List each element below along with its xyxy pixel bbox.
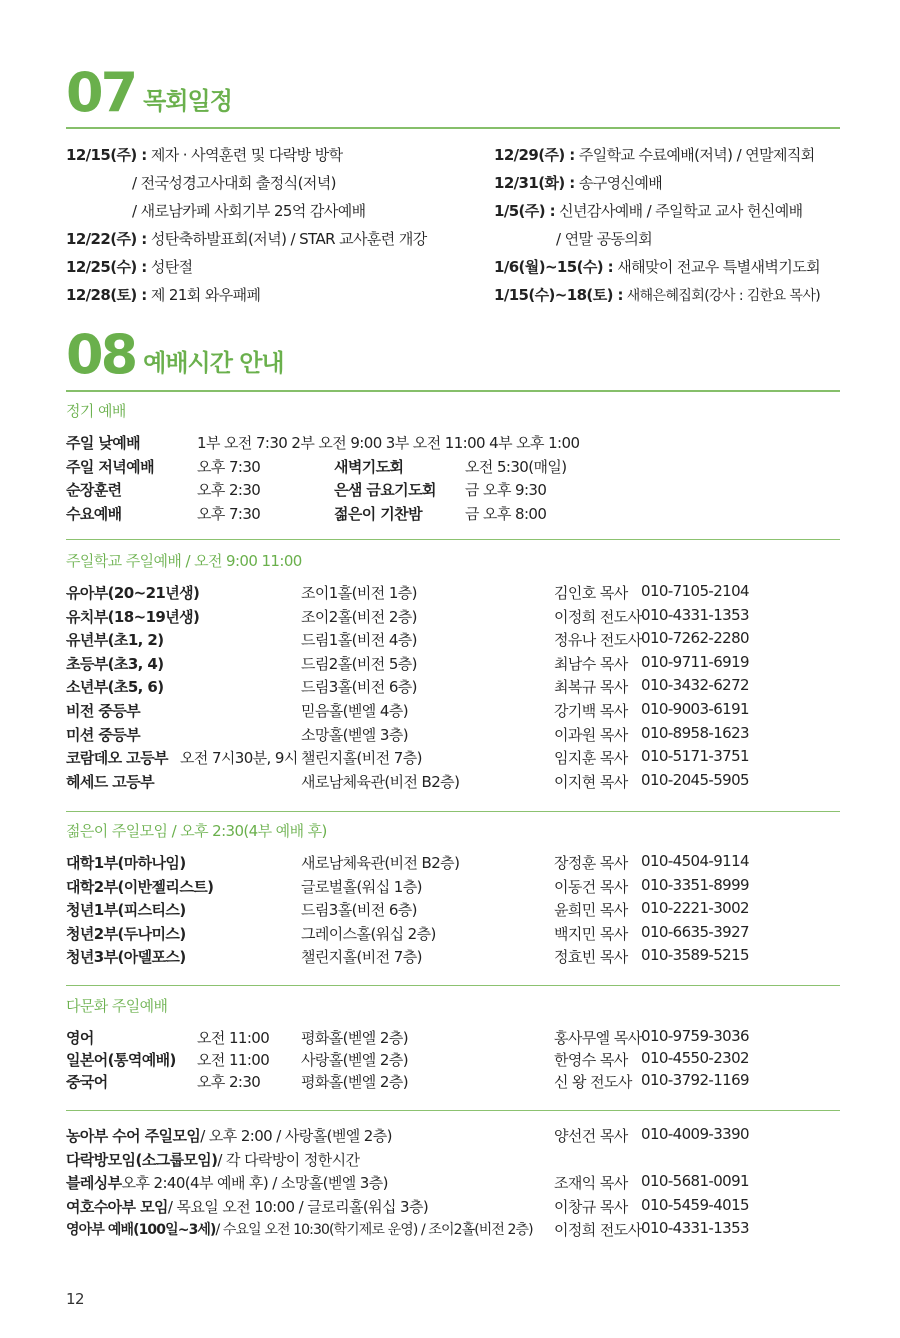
dept: 초등부(초3, 4) [66,654,164,673]
schedule-text: 송구영신예배 [574,174,663,192]
schedule-date: 12/22(주) : [66,230,147,248]
schedule-left [66,141,427,309]
phone: 010-4331-1353 [641,1219,750,1238]
worship-time: 오전 7시30분, 9시 [180,749,298,768]
phone: 010-3792-1169 [641,1071,750,1089]
phone: 010-6635-3927 [641,922,750,941]
table-row [66,1071,840,1093]
subsection-title: 젊은이 주일모임 [66,822,168,840]
place: 조이2홀(비전 2층) [301,607,417,626]
schedule-text: 제자 · 사역훈련 및 다락방 방학 [146,146,343,164]
pastor: 이창규 목사 [554,1197,628,1216]
worship-name: 주일 저녁예배 [66,457,154,476]
pastor: 이동건 목사 [554,877,628,896]
schedule-text: 성탄절 [146,258,193,276]
pastor: 장정훈 목사 [554,854,628,872]
worship-name: 새벽기도회 [334,457,404,476]
worship-time: 오전 5:30(매일) [465,457,567,476]
phone: 010-4009-3390 [641,1125,750,1143]
place: 소망홀(벧엘 3층) [301,725,408,744]
other-meetings-table [66,1125,840,1243]
meeting-info [66,1149,360,1170]
schedule-item [66,281,427,309]
meeting-info [66,1219,533,1239]
schedule-text: / 전국성경고사대회 출정식(저녁) [132,174,336,192]
place: 믿음홀(벧엘 4층) [301,701,408,720]
schedule-text: / 새로남카페 사회기부 25억 감사예배 [132,202,366,220]
schedule-item [66,225,427,253]
table-row [66,479,840,503]
schedule-item [494,169,820,197]
place: 평화홀(벧엘 2층) [301,1029,408,1047]
meeting-name: 농아부 수어 주일모임 [66,1127,201,1145]
schedule-date: 1/15(수)~18(토) : [494,286,623,304]
meeting-name: 여호수아부 모임 [66,1197,168,1216]
table-row [66,700,840,724]
pastor: 한영수 목사 [554,1051,628,1069]
dept: 청년1부(피스티스) [66,901,186,920]
worship-time: 금 오후 8:00 [465,504,547,523]
phone: 010-4504-9114 [641,852,750,870]
schedule-date: 12/15(주) : [66,146,147,164]
meeting-info [66,1196,429,1217]
table-row [66,724,840,748]
table-row [66,1219,840,1243]
phone: 010-3432-6272 [641,676,750,695]
meeting-name: 영아부 예배(100일~3세) [66,1222,216,1239]
place: 드림3홀(비전 6층) [301,678,417,697]
pastor: 백지민 목사 [554,924,628,943]
meeting-detail: / 오후 2:00 / 사랑홀(벧엘 2층) [200,1127,392,1145]
place: 챌린지홀(비전 7층) [301,749,422,768]
schedule-date: 1/5(주) : [494,202,555,220]
divider [66,811,840,812]
pastor: 이과원 목사 [554,725,628,744]
schedule-text: 제 21회 와우패페 [146,286,261,304]
meeting-detail: / 목요일 오전 10:00 / 글로리홀(워십 3층) [167,1197,429,1216]
section-number: 07 [66,61,136,124]
schedule-item [494,225,820,253]
table-row [66,946,840,970]
schedule-text: 신년감사예배 / 주일학교 교사 헌신예배 [554,202,803,220]
schedule-item [494,281,820,310]
table-row [66,899,840,923]
phone: 010-5171-3751 [641,747,750,766]
divider [66,390,840,392]
dept: 유아부(20~21년생) [66,584,200,602]
table-row [66,876,840,900]
pastor: 이정희 전도사 [554,607,642,626]
section-08-header [66,323,284,386]
dept: 유년부(초1, 2) [66,631,164,650]
worship-time: 오전 11:00 [197,1051,270,1069]
phone: 010-5681-0091 [641,1172,750,1191]
phone: 010-3589-5215 [641,946,750,965]
subsection-title: 주일학교 주일예배 [66,552,182,570]
meeting-detail: / 수요일 오전 10:30(학기제로 운영) / 조이2홀(비전 2층) [215,1222,533,1239]
phone: 010-5459-4015 [641,1195,750,1214]
sunday-school-title [66,550,302,571]
youth-title [66,820,327,841]
dept: 청년3부(아델포스) [66,948,186,967]
schedule-date: 12/25(수) : [66,258,147,276]
pastor: 양선건 목사 [554,1127,628,1145]
schedule-text: 새해맞이 전교우 특별새벽기도회 [613,258,820,276]
table-row [66,582,840,606]
worship-time: 1부 오전 7:30 2부 오전 9:00 3부 오전 11:00 4부 오후 1:00 [197,434,580,452]
schedule-right [494,141,820,310]
meeting-name: 다락방모임(소그룹모임) [66,1150,218,1169]
schedule-item [494,141,820,169]
place: 사랑홀(벧엘 2층) [301,1051,408,1069]
worship-time: 오후 2:30 [197,481,261,500]
schedule-text: 주일학교 수료예배(저녁) / 연말제직회 [574,146,815,164]
table-row [66,629,840,653]
divider [66,539,840,540]
table-row [66,852,840,876]
table-row [66,606,840,630]
worship-name: 주일 낮예배 [66,434,141,452]
dept: 영어 [66,1029,94,1047]
schedule-date: 12/28(토) : [66,286,147,304]
worship-name: 수요예배 [66,504,122,523]
dept: 대학2부(이반젤리스트) [66,877,214,896]
schedule-date: 1/6(월)~15(수) : [494,258,614,276]
table-row [66,1027,840,1049]
divider [66,985,840,986]
section-title: 예배시간 안내 [143,349,284,377]
dept: 코람데오 고등부 [66,749,168,768]
dept: 대학1부(마하나임) [66,854,186,872]
worship-name: 은샘 금요기도회 [334,481,436,500]
worship-time: 오후 2:30 [197,1073,261,1091]
table-row [66,456,840,480]
schedule-date: 12/29(주) : [494,146,575,164]
table-row [66,1149,840,1173]
phone: 010-7262-2280 [641,629,750,648]
place: 그레이스홀(워십 2층) [301,924,436,943]
divider [66,127,840,129]
schedule-item [66,253,427,281]
pastor: 정효빈 목사 [554,948,628,967]
multicultural-table [66,1027,840,1093]
table-row [66,771,840,795]
dept: 헤세드 고등부 [66,772,154,791]
sunday-school-table [66,582,840,794]
phone: 010-2045-5905 [641,770,750,789]
place: 새로남체육관(비전 B2층) [301,854,460,872]
pastor: 신 왕 전도사 [554,1073,632,1091]
phone: 010-9003-6191 [641,699,750,718]
phone: 010-4550-2302 [641,1049,750,1067]
schedule-item [494,197,820,225]
worship-time: 오후 7:30 [197,457,261,476]
meeting-detail: / 각 다락방이 정한시간 [217,1150,360,1169]
dept: 일본어(통역예배) [66,1051,176,1069]
place: 드림3홀(비전 6층) [301,901,417,920]
worship-time: 오전 11:00 [197,1029,270,1047]
table-row [66,1049,840,1071]
pastor: 최복규 목사 [554,678,628,697]
dept: 미션 중등부 [66,725,141,744]
page-number: 12 [66,1290,84,1308]
phone: 010-8958-1623 [641,723,750,742]
subsection-time: / 오전 9:00 11:00 [181,552,302,570]
dept: 유치부(18~19년생) [66,607,200,626]
dept: 중국어 [66,1073,108,1091]
schedule-text: 성탄축하발표회(저녁) / STAR 교사훈련 개강 [146,230,427,248]
schedule-item [494,253,820,281]
table-row [66,747,840,771]
pastor: 이지현 목사 [554,772,628,791]
phone: 010-7105-2104 [641,582,750,600]
subsection-time: / 오후 2:30(4부 예배 후) [167,822,327,840]
meeting-info [66,1172,388,1193]
place: 조이1홀(비전 1층) [301,584,417,602]
worship-name: 순장훈련 [66,481,122,500]
pastor: 이정희 전도사 [554,1221,642,1240]
place: 글로벌홀(워십 1층) [301,877,422,896]
worship-time: 오후 7:30 [197,504,261,523]
pastor: 최남수 목사 [554,654,628,673]
meeting-detail: 오후 2:40(4부 예배 후) / 소망홀(벧엘 3층) [121,1174,388,1193]
dept: 청년2부(두나미스) [66,924,186,943]
pastor: 홍사무엘 목사 [554,1029,642,1047]
pastor: 조재익 목사 [554,1174,628,1193]
pastor: 윤희민 목사 [554,901,628,920]
pastor: 김인호 목사 [554,584,628,602]
table-row [66,432,840,456]
table-row [66,503,840,527]
section-07-header [66,61,232,124]
phone: 010-2221-3002 [641,899,750,918]
meeting-info [66,1125,392,1146]
table-row [66,676,840,700]
section-number: 08 [66,323,136,386]
schedule-item [66,197,427,225]
table-row [66,1196,840,1220]
phone: 010-9711-6919 [641,652,750,671]
schedule-text: / 연말 공동의회 [556,230,653,248]
divider [66,1110,840,1111]
pastor: 강기백 목사 [554,701,628,720]
phone: 010-4331-1353 [641,605,750,624]
schedule-item [66,169,427,197]
table-row [66,1172,840,1196]
place: 새로남체육관(비전 B2층) [301,772,460,791]
table-row [66,653,840,677]
table-row [66,1125,840,1149]
phone: 010-3351-8999 [641,875,750,894]
place: 챌린지홀(비전 7층) [301,948,422,967]
place: 드림2홀(비전 5층) [301,654,417,673]
schedule-text: 새해은혜집회(강사 : 김한요 목사) [622,288,821,304]
place: 드림1홀(비전 4층) [301,631,417,650]
pastor: 임지훈 목사 [554,749,628,768]
multicultural-title: 다문화 주일예배 [66,997,168,1015]
place: 평화홀(벧엘 2층) [301,1073,408,1091]
section-title: 목회일정 [143,87,232,115]
pastor: 정유나 전도사 [554,631,642,650]
table-row [66,923,840,947]
dept: 비전 중등부 [66,701,141,720]
dept: 소년부(초5, 6) [66,678,164,697]
youth-table [66,852,840,970]
worship-name: 젊은이 기찬밤 [334,504,422,523]
schedule-item [66,141,427,169]
phone: 010-9759-3036 [641,1027,750,1045]
worship-time: 금 오후 9:30 [465,481,547,500]
meeting-name: 블레싱부 [66,1174,122,1193]
regular-worship-table [66,432,840,526]
regular-worship-title: 정기 예배 [66,402,126,420]
schedule-date: 12/31(화) : [494,174,575,192]
